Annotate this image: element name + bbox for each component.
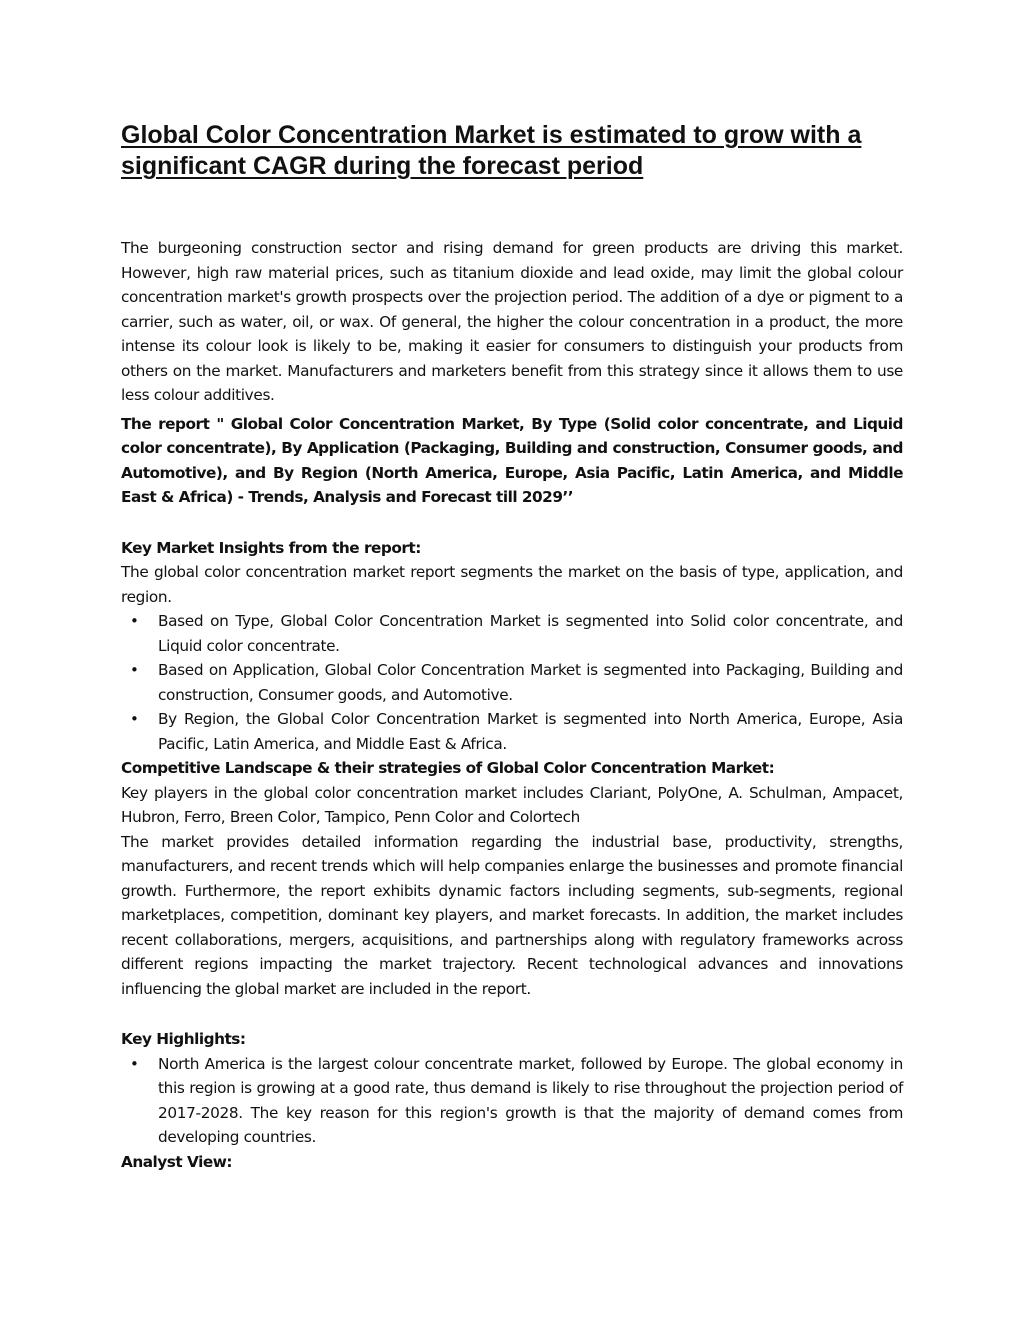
report-title-paragraph: The report " Global Color Concentration Market, By Type (Solid color concentrate, and Liquid color concentrate), By Application (Packaging, Building and construction, Consumer goods, and Automotive), and By Region (North America, Europe, Asia Pacific, Latin America, and Middle East & Africa) - Trends, Analysis and Forecast till 2029’’	[121, 414, 903, 506]
list-item-text: Based on Type, Global Color Concentration Market is segmented into Solid color concentrate, and Liquid color concentrate.	[158, 612, 903, 655]
list-item	[121, 707, 903, 756]
list-item	[121, 609, 903, 658]
list-item-text: North America is the largest colour concentrate market, followed by Europe. The global economy in this region is growing at a good rate, thus demand is likely to rise throughout the projection period of 2017-2028. The key reason for this region's growth is that the majority of demand comes from developing countries.	[158, 1054, 903, 1146]
list-item	[121, 658, 903, 707]
insights-intro: The global color concentration market report segments the market on the basis of type, application, and region.	[121, 563, 903, 606]
competitive-players: Key players in the global color concentration market includes Clariant, PolyOne, A. Schulman, Ampacet, Hubron, Ferro, Breen Color, Tampico, Penn Color and Colortech	[121, 783, 903, 826]
document-page	[121, 120, 903, 1174]
bullet-icon: •	[130, 661, 139, 679]
bullet-icon: •	[130, 612, 139, 630]
highlights-bullet-list	[121, 1052, 903, 1150]
insights-bullet-list	[121, 609, 903, 756]
bullet-icon: •	[130, 1054, 139, 1073]
document-title: Global Color Concentration Market is estimated to grow with a significant CAGR during the forecast period	[121, 121, 862, 180]
bullet-icon: •	[130, 710, 139, 728]
intro-paragraph: The burgeoning construction sector and rising demand for green products are driving this market. However, high raw material prices, such as titanium dioxide and lead oxide, may limit the global colour concentration market's growth prospects over the projection period. The addition of a dye or pigment to a carrier, such as water, oil, or wax. Of general, the higher the colour concentration in a product, the more intense its colour look is likely to be, making it easier for consumers to distinguish your products from others on the market. Manufacturers and marketers benefit from this strategy since it allows them to use less colour additives.	[121, 239, 903, 404]
list-item-text: By Region, the Global Color Concentration Market is segmented into North America, Europe, Asia Pacific, Latin America, and Middle East & Africa.	[158, 710, 903, 753]
list-item-text: Based on Application, Global Color Concentration Market is segmented into Packaging, Building and construction, Consumer goods, and Automotive.	[158, 661, 903, 704]
insights-heading: Key Market Insights from the report:	[121, 538, 421, 557]
competitive-details: The market provides detailed information regarding the industrial base, productivity, strengths, manufacturers, and recent trends which will help companies enlarge the businesses and promote financial growth. Furthermore, the report exhibits dynamic factors including segments, sub-segments, regional marketplaces, competition, dominant key players, and market forecasts. In addition, the market includes recent collaborations, mergers, acquisitions, and partnerships along with regulatory frameworks across different regions impacting the market trajectory. Recent technological advances and innovations influencing the global market are included in the report.	[121, 832, 903, 998]
list-item	[121, 1052, 903, 1150]
highlights-heading: Key Highlights:	[121, 1030, 246, 1048]
analyst-heading: Analyst View:	[121, 1152, 232, 1171]
competitive-heading: Competitive Landscape & their strategies of Global Color Concentration Market:	[121, 759, 775, 777]
